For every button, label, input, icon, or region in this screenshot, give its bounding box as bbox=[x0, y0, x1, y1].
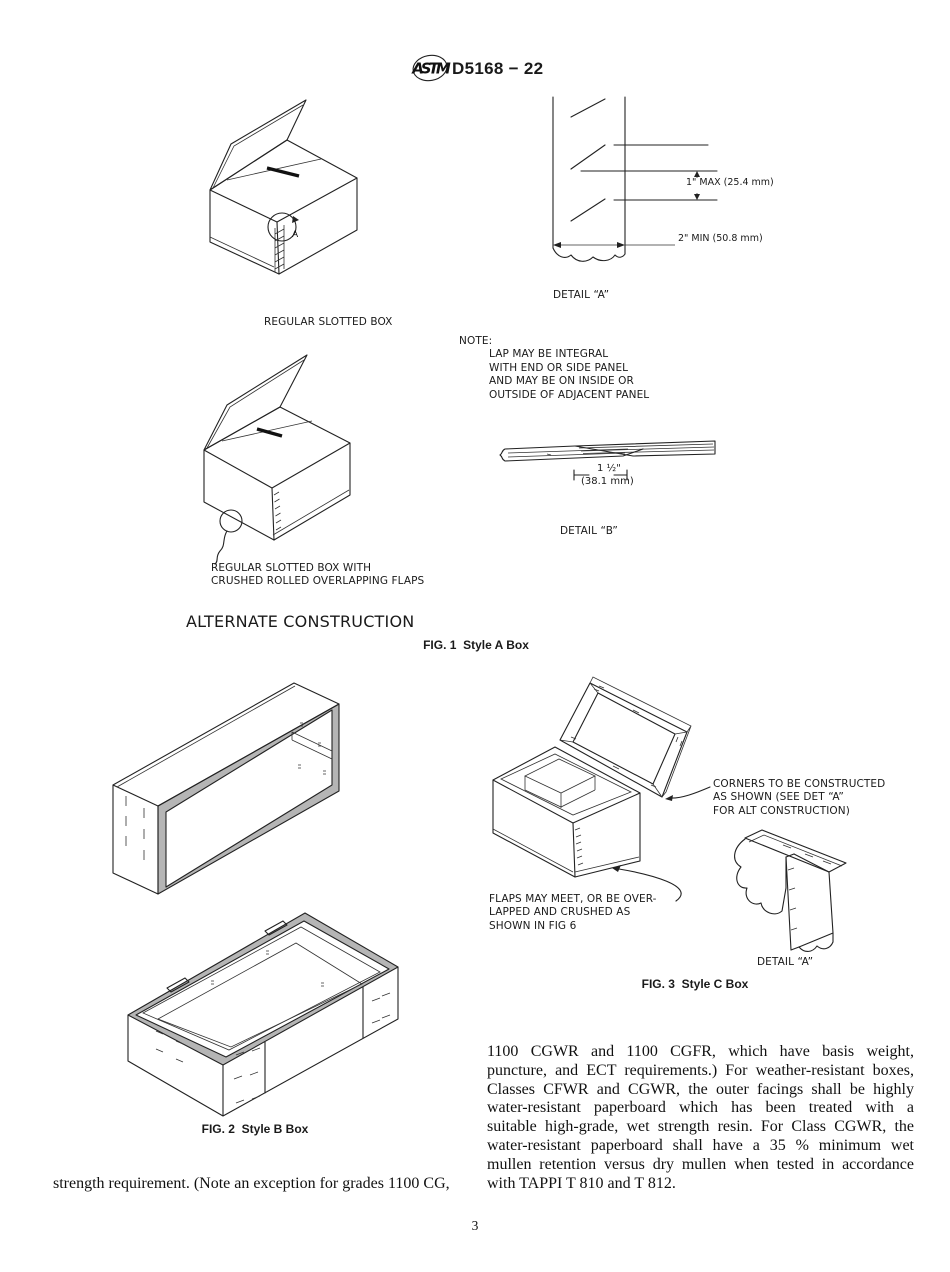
fig3-corners-note: CORNERS TO BE CONSTRUCTED AS SHOWN (SEE DET “A” FOR ALT CONSTRUCTION) bbox=[713, 778, 886, 817]
corners-note-leader-arrow bbox=[669, 787, 710, 798]
fig1-regular-slotted-box-drawing bbox=[175, 88, 397, 288]
fig1-note bbox=[459, 335, 649, 402]
body-right-column: 1100 CGWR and 1100 CGFR, which have basis weight, puncture, and ECT requirements.) For weather-resistant boxes, Classes CFWR and CGWR, the outer facings shall be highly water-resistant paperboard which has been treated with a suitable high-grade, wet strength resin. For Class CGWR, the water-resistant paperboard shall have a 35 % minimum wet mullen retention versus dry mullen when tested in accordance with TAPPI T 810 and T 812. bbox=[487, 1043, 914, 1192]
note-line: LAP MAY BE INTEGRAL bbox=[489, 348, 609, 361]
fig2-caption: FIG. 2 Style B Box bbox=[201, 1122, 309, 1136]
fig1-caption: FIG. 1 Style A Box bbox=[423, 638, 529, 652]
detail-a-caption: DETAIL “A” bbox=[553, 289, 610, 301]
fig3-flaps-note: FLAPS MAY MEET, OR BE OVER- LAPPED AND CRUSHED AS SHOWN IN FIG 6 bbox=[489, 893, 657, 932]
box2-caption: REGULAR SLOTTED BOX WITH CRUSHED ROLLED OVERLAPPING FLAPS bbox=[211, 562, 425, 588]
detail-b-caption: DETAIL “B” bbox=[560, 525, 618, 537]
fig2-style-b-tray-drawing bbox=[116, 903, 416, 1138]
detail-a-dim-max: 1" MAX (25.4 mm) bbox=[686, 177, 774, 188]
box1-caption: REGULAR SLOTTED BOX bbox=[264, 316, 393, 328]
note-line: WITH END OR SIDE PANEL bbox=[489, 361, 629, 374]
note-label: NOTE: bbox=[459, 335, 493, 347]
astm-logo-text: ASTM bbox=[412, 59, 448, 78]
detail-b-dim-inches: 1 ½" bbox=[597, 463, 621, 474]
detail-b-dim-mm: (38.1 mm) bbox=[581, 476, 634, 487]
fig3-caption: FIG. 3 Style C Box bbox=[641, 977, 749, 991]
fig1-crushed-flap-box-drawing bbox=[172, 345, 400, 567]
page-number: 3 bbox=[471, 1218, 479, 1233]
corner-a-label: A bbox=[292, 230, 299, 240]
detail-a-dim-min: 2" MIN (50.8 mm) bbox=[678, 233, 763, 244]
fig2-style-b-frame-drawing bbox=[96, 666, 356, 918]
fig3-detail-a-caption: DETAIL “A” bbox=[757, 956, 814, 968]
standard-designation: D5168 − 22 bbox=[452, 59, 544, 78]
body-left-column: strength requirement. (Note an exception for grades 1100 CG, bbox=[53, 1175, 450, 1192]
fig3-corner-detail-drawing bbox=[735, 830, 846, 951]
note-line: OUTSIDE OF ADJACENT PANEL bbox=[489, 388, 650, 401]
note-line: AND MAY BE ON INSIDE OR bbox=[489, 375, 634, 388]
alternate-construction-heading: ALTERNATE CONSTRUCTION bbox=[186, 612, 415, 631]
astm-logo bbox=[411, 52, 449, 84]
